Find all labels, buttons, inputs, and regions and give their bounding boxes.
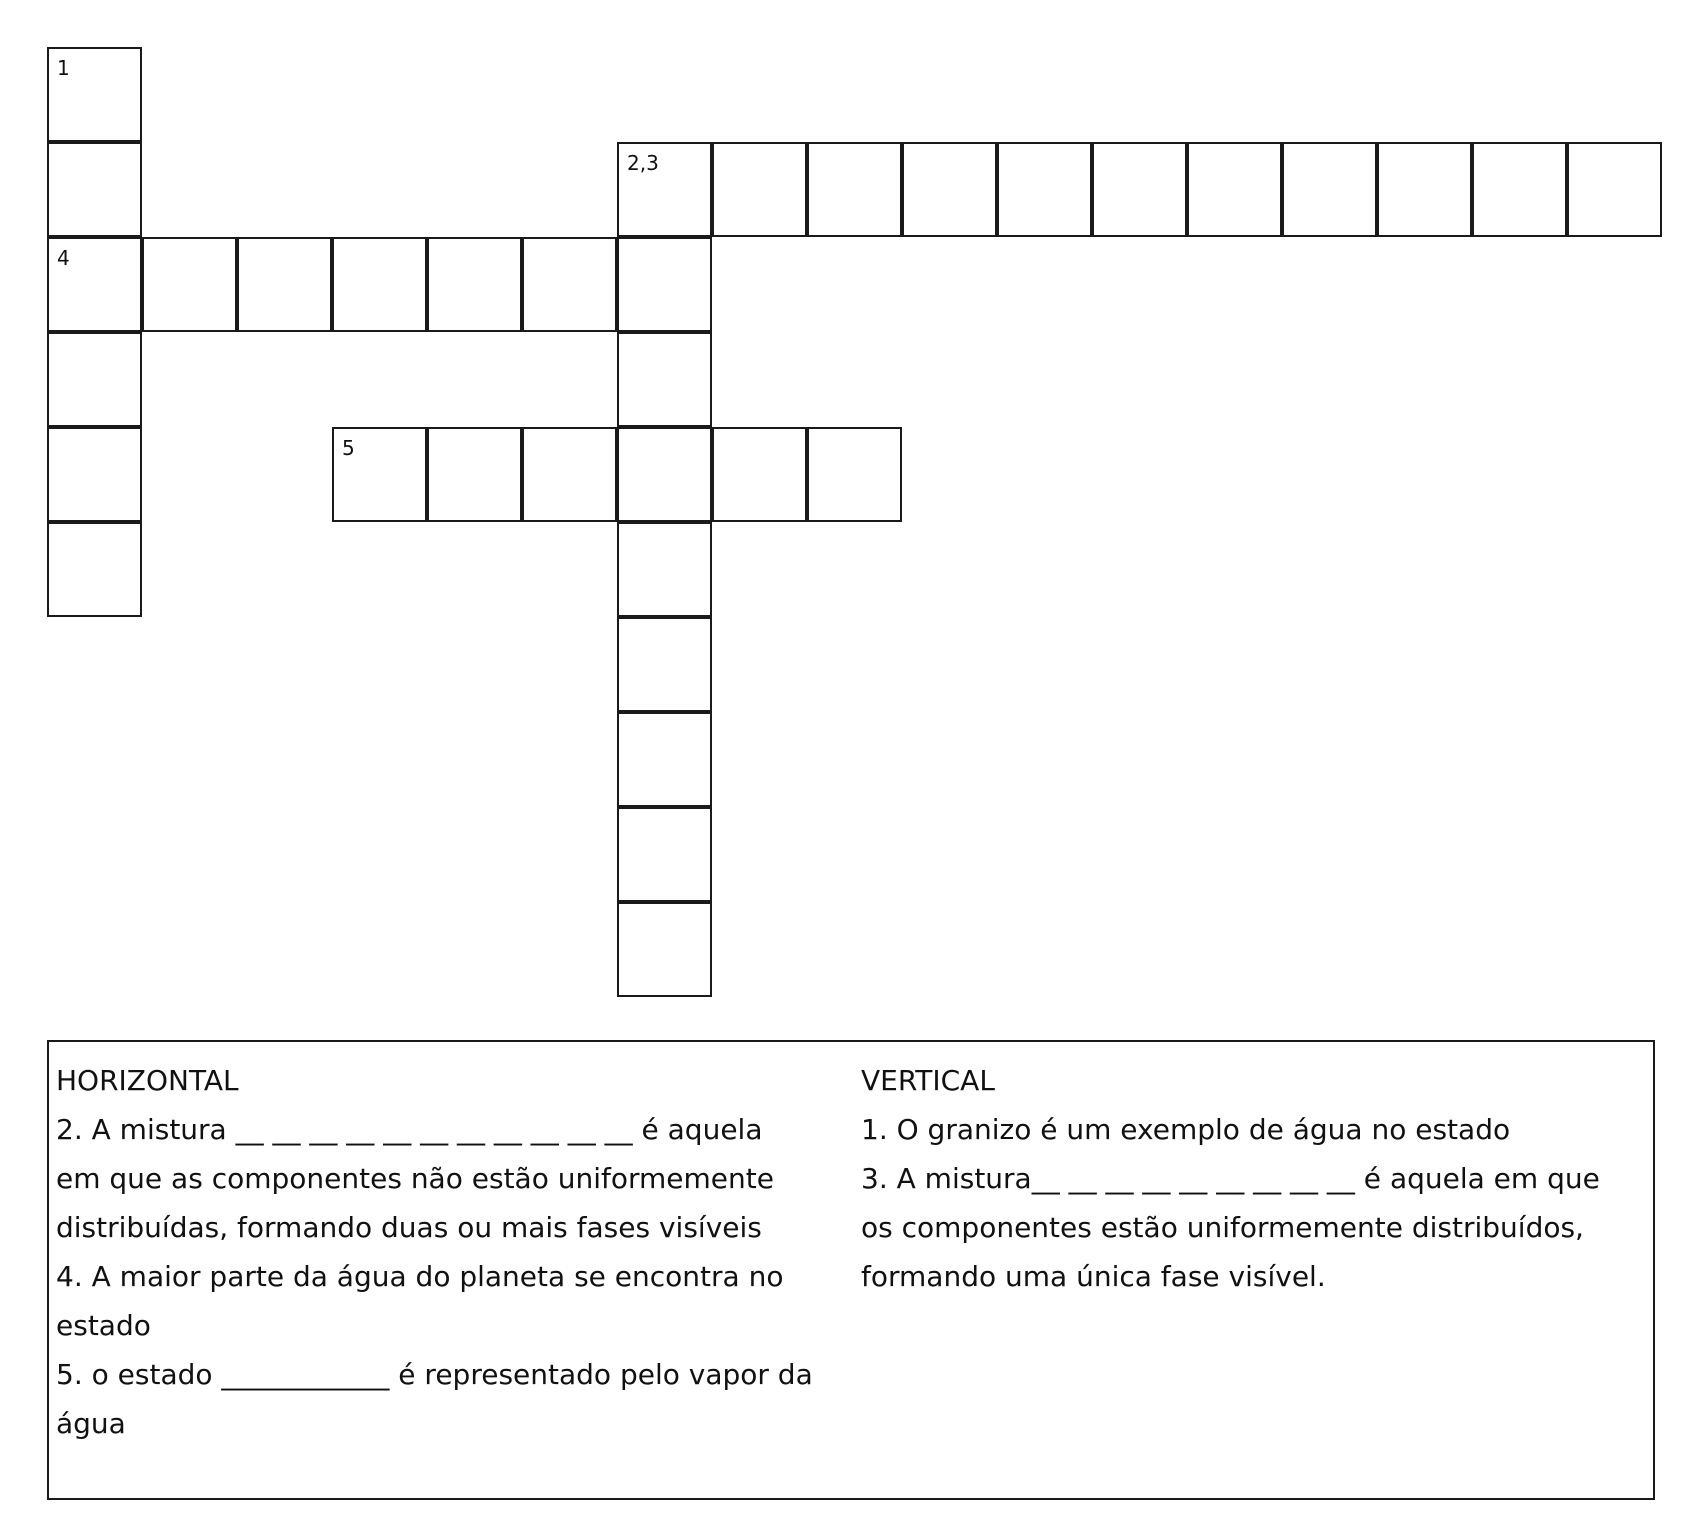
crossword-cell[interactable]	[617, 332, 712, 427]
crossword-cell[interactable]	[522, 427, 617, 522]
crossword-cell[interactable]	[617, 807, 712, 902]
crossword-cell[interactable]	[1092, 142, 1187, 237]
crossword-cell[interactable]	[617, 902, 712, 997]
crossword-cell[interactable]	[902, 142, 997, 237]
crossword-cell[interactable]	[617, 522, 712, 617]
clue-number: 1	[57, 56, 70, 80]
clue-line: água	[56, 1407, 126, 1440]
crossword-cell[interactable]	[807, 142, 902, 237]
clue-line: 5. o estado ____________ é representado pelo vapor da	[56, 1358, 813, 1391]
crossword-cell[interactable]	[617, 712, 712, 807]
clues-heading-horizontal: HORIZONTAL	[56, 1064, 239, 1097]
clues-box	[47, 1040, 1655, 1500]
crossword-cell[interactable]	[47, 522, 142, 617]
clue-line: em que as componentes não estão uniformemente	[56, 1162, 774, 1195]
crossword-cell[interactable]	[47, 142, 142, 237]
clue-line: distribuídas, formando duas ou mais fases visíveis	[56, 1211, 762, 1244]
crossword-cell[interactable]	[712, 142, 807, 237]
horizontal-clues	[56, 1056, 846, 1448]
clue-number: 5	[342, 436, 355, 460]
crossword-cell[interactable]	[332, 427, 427, 522]
crossword-cell[interactable]	[807, 427, 902, 522]
clue-line: formando uma única fase visível.	[861, 1260, 1326, 1293]
crossword-cell[interactable]	[522, 237, 617, 332]
clue-line: 3. A mistura__ __ __ __ __ __ __ __ __ é aquela em que	[861, 1162, 1600, 1195]
crossword-cell[interactable]	[142, 237, 237, 332]
crossword-cell[interactable]	[617, 142, 712, 237]
crossword-cell[interactable]	[47, 237, 142, 332]
crossword-cell[interactable]	[332, 237, 427, 332]
clue-line: estado	[56, 1309, 151, 1342]
crossword-cell[interactable]	[617, 427, 712, 522]
crossword-cell[interactable]	[1377, 142, 1472, 237]
clues-heading-vertical: VERTICAL	[861, 1064, 995, 1097]
crossword-cell[interactable]	[997, 142, 1092, 237]
crossword-cell[interactable]	[1282, 142, 1377, 237]
crossword-cell[interactable]	[47, 332, 142, 427]
crossword-cell[interactable]	[1472, 142, 1567, 237]
crossword-cell[interactable]	[617, 617, 712, 712]
crossword-cell[interactable]	[617, 237, 712, 332]
clue-number: 2,3	[627, 151, 659, 175]
clue-number: 4	[57, 246, 70, 270]
vertical-clues	[861, 1056, 1651, 1301]
crossword-cell[interactable]	[1567, 142, 1662, 237]
crossword-cell[interactable]	[1187, 142, 1282, 237]
crossword-cell[interactable]	[47, 427, 142, 522]
crossword-cell[interactable]	[712, 427, 807, 522]
crossword-cell[interactable]	[427, 427, 522, 522]
crossword-cell[interactable]	[47, 47, 142, 142]
clue-line: 2. A mistura __ __ __ __ __ __ __ __ __ __ __ é aquela	[56, 1113, 763, 1146]
crossword-cell[interactable]	[237, 237, 332, 332]
crossword-cell[interactable]	[427, 237, 522, 332]
clue-line: os componentes estão uniformemente distribuídos,	[861, 1211, 1584, 1244]
clue-line: 1. O granizo é um exemplo de água no estado	[861, 1113, 1511, 1146]
clue-line: 4. A maior parte da água do planeta se encontra no	[56, 1260, 784, 1293]
